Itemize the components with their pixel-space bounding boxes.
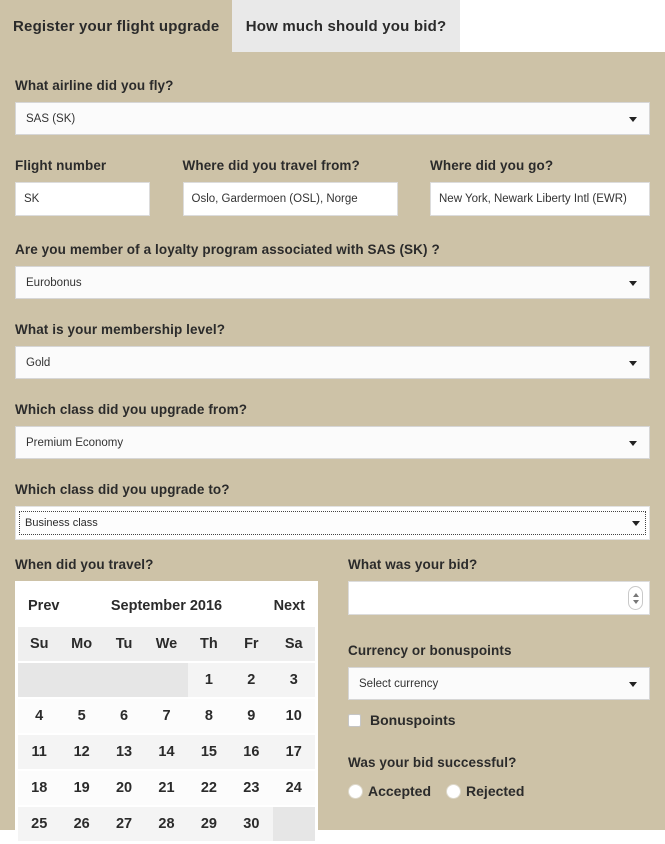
- date-cell[interactable]: 26: [73, 816, 90, 832]
- date-cell[interactable]: 24: [285, 780, 302, 796]
- weekday-cell: Sa: [284, 636, 303, 652]
- flight-number-input[interactable]: [15, 182, 150, 216]
- calendar-week-row: [18, 699, 315, 733]
- date-cell[interactable]: 12: [73, 744, 90, 760]
- form-panel: [0, 52, 665, 830]
- calendar: [15, 581, 318, 844]
- weekday-cell: Tu: [115, 636, 133, 652]
- date-cell[interactable]: 19: [73, 780, 90, 796]
- chevron-down-icon: [629, 117, 637, 122]
- date-cell[interactable]: 5: [77, 708, 86, 724]
- stepper-down-icon: [633, 600, 639, 604]
- weekday-cell: Th: [200, 636, 218, 652]
- calendar-month-title: September 2016: [110, 597, 223, 614]
- date-cell[interactable]: 17: [285, 744, 302, 760]
- weekday-cell: Mo: [71, 636, 93, 652]
- calendar-week-row: [18, 771, 315, 805]
- empty-date-cell: [273, 807, 315, 841]
- date-cell[interactable]: 28: [158, 816, 175, 832]
- travel-from-label: Where did you travel from?: [182, 158, 360, 173]
- tab-bid-guide-label: How much should you bid?: [245, 17, 447, 35]
- tab-register-label: Register your flight upgrade: [13, 17, 220, 35]
- weekday-cell: We: [155, 636, 178, 652]
- date-cell[interactable]: 27: [115, 816, 133, 832]
- date-cell[interactable]: 8: [204, 708, 213, 724]
- chevron-down-icon: [629, 441, 637, 446]
- date-cell[interactable]: 15: [200, 744, 217, 760]
- date-cell[interactable]: 22: [200, 780, 217, 796]
- chevron-down-icon: [629, 682, 637, 687]
- travel-from-input[interactable]: [183, 182, 398, 216]
- date-cell[interactable]: 3: [289, 672, 298, 688]
- calendar-grid: [18, 627, 315, 841]
- empty-date-cell: [145, 663, 187, 697]
- rejected-radio-group[interactable]: [446, 783, 524, 799]
- accepted-radio[interactable]: [348, 784, 363, 799]
- rejected-radio-label: Rejected: [466, 783, 525, 799]
- upgrade-to-select-wrapper: [15, 506, 650, 540]
- date-cell[interactable]: 16: [243, 744, 260, 760]
- bid-success-label: Was your bid successful?: [348, 755, 517, 770]
- loyalty-select-value: Eurobonus: [26, 276, 82, 289]
- rejected-radio[interactable]: [446, 784, 461, 799]
- travel-to-input[interactable]: [430, 182, 650, 216]
- date-cell[interactable]: 21: [158, 780, 175, 796]
- calendar-weekday-row: [18, 627, 315, 661]
- date-cell[interactable]: 6: [120, 708, 129, 724]
- upgrade-to-label: Which class did you upgrade to?: [15, 482, 230, 497]
- membership-label: What is your membership level?: [15, 322, 226, 337]
- upgrade-from-select-value: Premium Economy: [26, 436, 124, 449]
- calendar-week-row: [18, 735, 315, 769]
- accepted-radio-label: Accepted: [368, 783, 432, 799]
- empty-date-cell: [103, 663, 145, 697]
- flight-number-label: Flight number: [15, 158, 107, 173]
- loyalty-select[interactable]: [15, 266, 650, 299]
- upgrade-from-label: Which class did you upgrade from?: [15, 402, 248, 417]
- date-cell[interactable]: 1: [204, 672, 213, 688]
- bid-label: What was your bid?: [348, 557, 478, 572]
- empty-date-cell: [60, 663, 102, 697]
- membership-select-value: Gold: [26, 356, 51, 369]
- airline-label: What airline did you fly?: [15, 78, 174, 93]
- travel-date-label: When did you travel?: [15, 557, 154, 572]
- currency-select-value: Select currency: [359, 677, 439, 690]
- airline-select[interactable]: [15, 102, 650, 135]
- tab-register-upgrade[interactable]: [0, 0, 232, 52]
- date-cell[interactable]: 9: [247, 708, 256, 724]
- calendar-prev-button[interactable]: Prev: [28, 597, 60, 614]
- weekday-cell: Fr: [244, 636, 259, 652]
- loyalty-label: Are you member of a loyalty program associated with SAS (SK) ?: [15, 242, 440, 257]
- date-cell[interactable]: 25: [31, 816, 48, 832]
- accepted-radio-group[interactable]: [348, 783, 431, 799]
- calendar-header: [18, 584, 315, 627]
- tab-bar: [0, 0, 665, 52]
- date-cell[interactable]: 20: [115, 780, 133, 796]
- calendar-week-row: [18, 663, 315, 697]
- calendar-next-button[interactable]: Next: [273, 597, 305, 614]
- bonuspoints-checkbox[interactable]: [348, 714, 361, 727]
- empty-date-cell: [18, 663, 60, 697]
- weekday-cell: Su: [29, 636, 49, 652]
- currency-label: Currency or bonuspoints: [348, 643, 512, 658]
- chevron-down-icon: [629, 281, 637, 286]
- bid-input[interactable]: [348, 581, 650, 615]
- bonuspoints-label: Bonuspoints: [370, 712, 456, 728]
- date-cell[interactable]: 13: [115, 744, 133, 760]
- airline-select-value: SAS (SK): [26, 112, 76, 125]
- chevron-down-icon: [632, 521, 640, 526]
- date-cell[interactable]: 30: [243, 816, 260, 832]
- date-cell[interactable]: 29: [200, 816, 217, 832]
- stepper-up-icon: [633, 593, 639, 597]
- currency-select[interactable]: [348, 667, 650, 700]
- date-cell[interactable]: 18: [31, 780, 48, 796]
- tab-bid-guide[interactable]: [232, 0, 460, 52]
- date-cell[interactable]: 7: [162, 708, 171, 724]
- calendar-week-row: [18, 807, 315, 841]
- date-cell[interactable]: 23: [243, 780, 260, 796]
- upgrade-to-select-value: Business class: [25, 517, 98, 529]
- upgrade-to-select[interactable]: [19, 511, 646, 535]
- date-cell[interactable]: 10: [285, 708, 302, 724]
- membership-select[interactable]: [15, 346, 650, 379]
- date-cell[interactable]: 14: [158, 744, 175, 760]
- date-cell[interactable]: 4: [35, 708, 44, 724]
- number-stepper[interactable]: [628, 586, 643, 610]
- date-cell[interactable]: 11: [31, 744, 47, 760]
- travel-to-label: Where did you go?: [430, 158, 554, 173]
- upgrade-from-select[interactable]: [15, 426, 650, 459]
- chevron-down-icon: [629, 361, 637, 366]
- date-cell[interactable]: 2: [247, 672, 256, 688]
